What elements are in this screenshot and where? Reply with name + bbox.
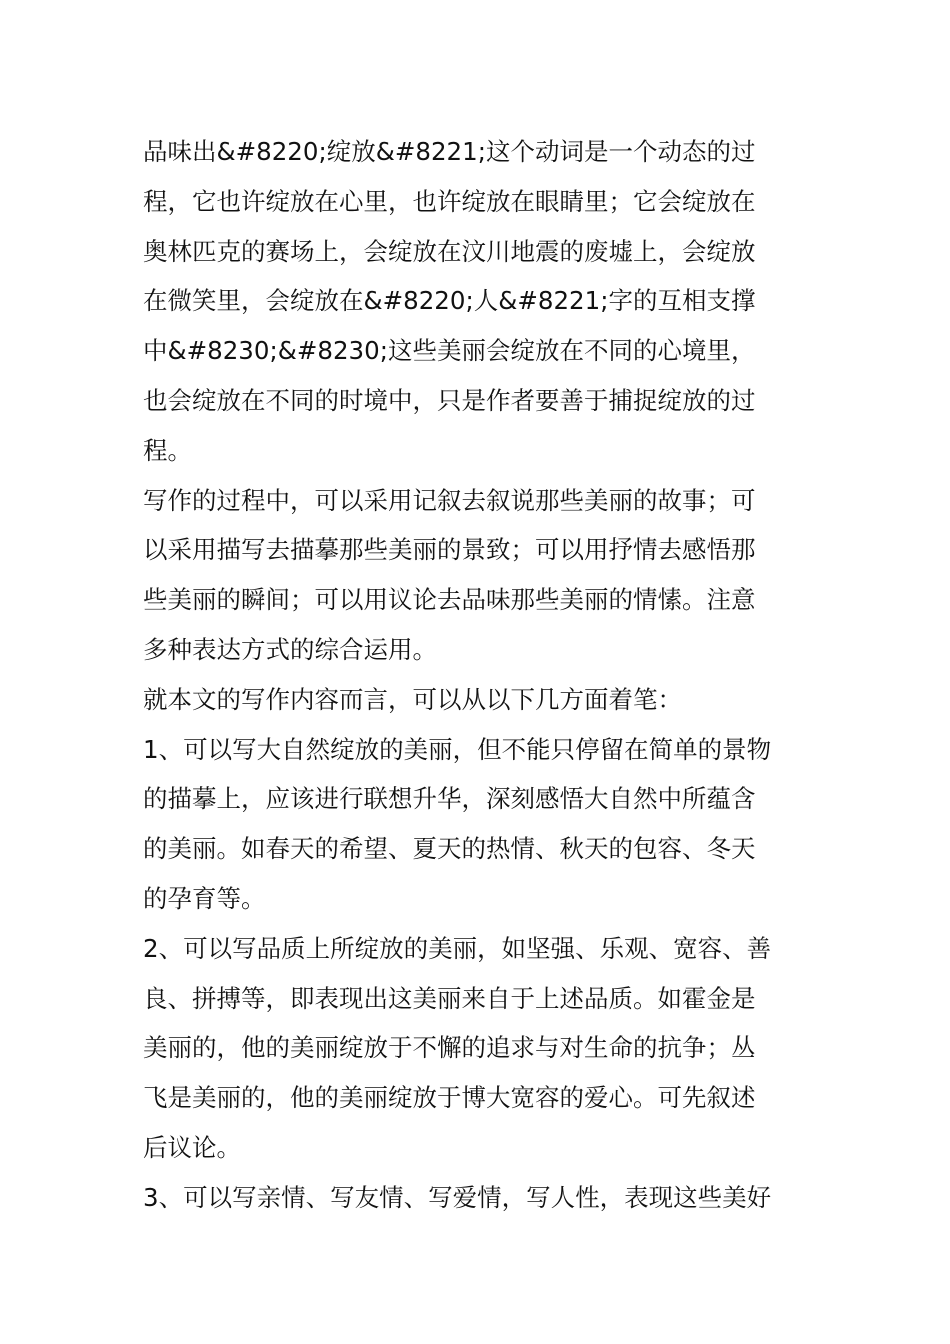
text-line: 写作的过程中，可以采用记叙去叙说那些美丽的故事；可 xyxy=(143,485,756,515)
text-line: 飞是美丽的，他的美丽绽放于博大宽容的爱心。可先叙述 xyxy=(143,1083,756,1113)
text-line: 美丽的，他的美丽绽放于不懈的追求与对生命的抗争；丛 xyxy=(143,1033,756,1063)
text-line: 以采用描写去描摹那些美丽的景致；可以用抒情去感悟那 xyxy=(143,535,756,565)
text-line: 后议论。 xyxy=(143,1132,241,1162)
text-line: 中&#8230;&#8230;这些美丽会绽放在不同的心境里， xyxy=(143,336,756,366)
text-line: 在微笑里，会绽放在&#8220;人&#8221;字的互相支撑 xyxy=(143,286,756,316)
text-line: 3、可以写亲情、写友情、写爱情，写人性，表现这些美好 xyxy=(143,1182,772,1212)
text-line: 也会绽放在不同的时境中，只是作者要善于捕捉绽放的过 xyxy=(143,385,756,415)
text-line: 程。 xyxy=(143,435,192,465)
text-line: 的美丽。如春天的希望、夏天的热情、秋天的包容、冬天 xyxy=(143,834,756,864)
text-line: 的孕育等。 xyxy=(143,883,266,913)
text-line: 良、拼搏等，即表现出这美丽来自于上述品质。如霍金是 xyxy=(143,983,756,1013)
text-line: 就本文的写作内容而言，可以从以下几方面着笔： xyxy=(143,684,682,714)
text-line: 2、可以写品质上所绽放的美丽，如坚强、乐观、宽容、善 xyxy=(143,933,772,963)
text-line: 品味出&#8220;绽放&#8221;这个动词是一个动态的过 xyxy=(143,137,756,166)
text-line: 程，它也许绽放在心里，也许绽放在眼睛里；它会绽放在 xyxy=(143,186,756,216)
text-line: 多种表达方式的综合运用。 xyxy=(143,634,437,664)
text-line: 奥林匹克的赛场上，会绽放在汶川地震的废墟上，会绽放 xyxy=(143,236,756,266)
text-line: 些美丽的瞬间；可以用议论去品味那些美丽的情愫。注意 xyxy=(143,585,756,615)
text-line: 1、可以写大自然绽放的美丽，但不能只停留在简单的景物 xyxy=(143,734,772,764)
text-line: 的描摹上，应该进行联想升华，深刻感悟大自然中所蕴含 xyxy=(143,784,756,814)
document-body xyxy=(143,127,808,1223)
